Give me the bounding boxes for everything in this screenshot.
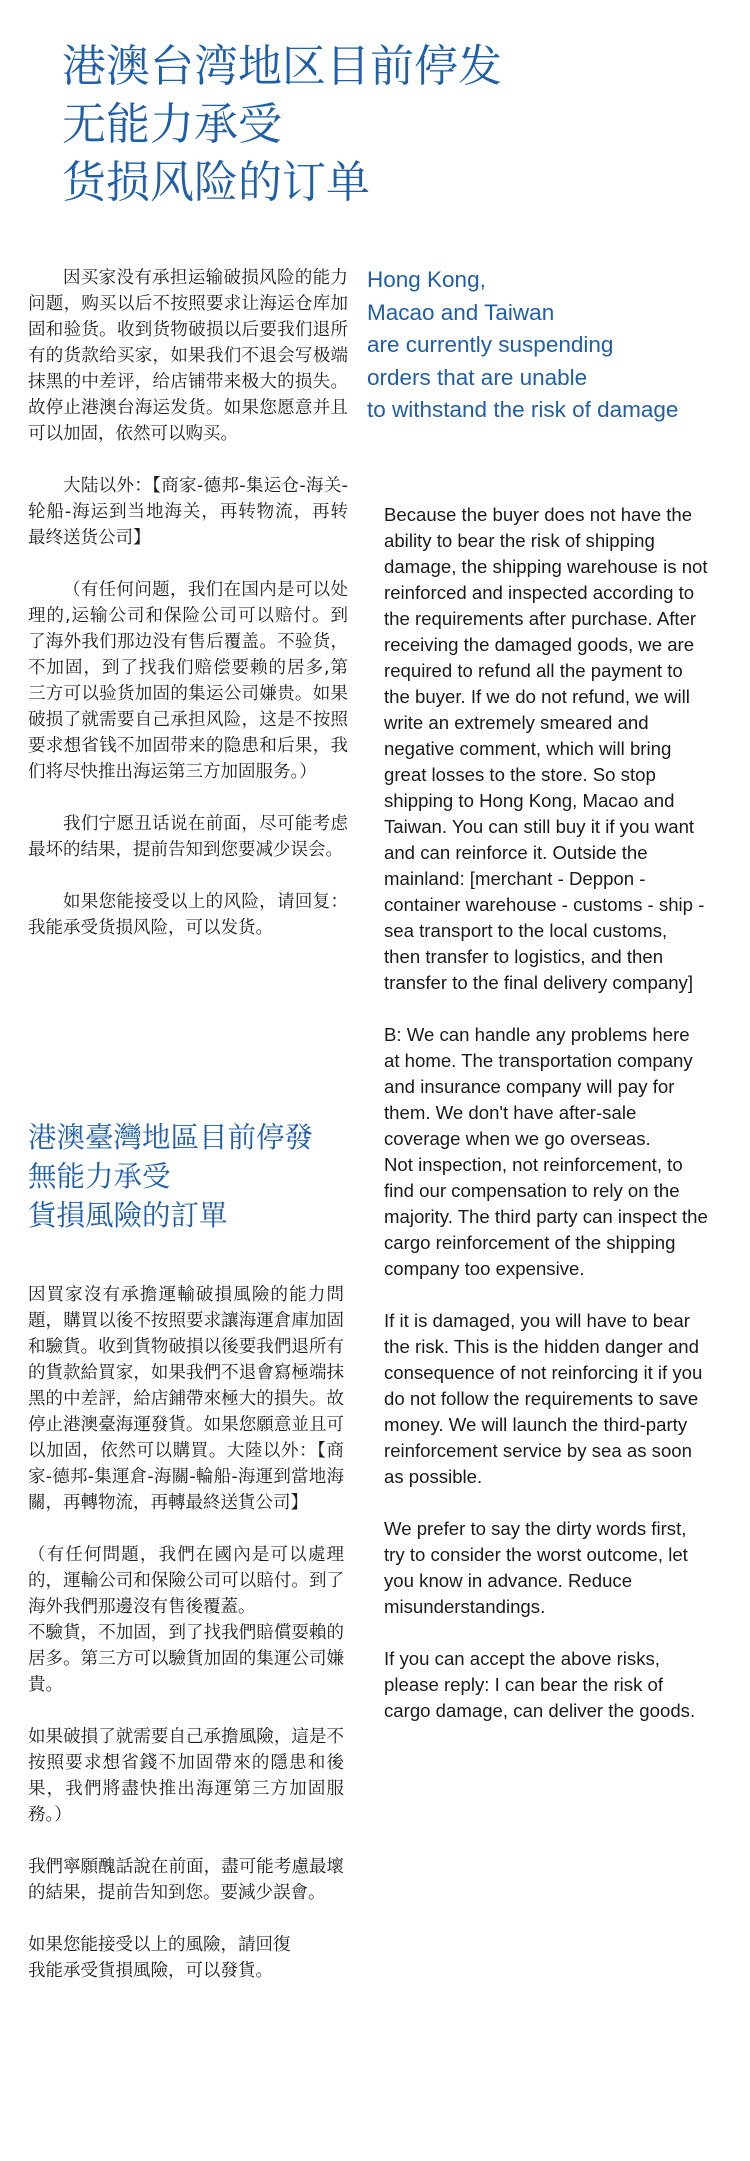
simplified-chinese-notice xyxy=(28,265,348,941)
notice-paragraph: If it is damaged, you will have to bear the risk. This is the hidden danger and consequence of not reinforcing it if you do not follow the requirements to save money. We will launch the third-party reinforcement service by sea as soon as possible. xyxy=(384,1310,703,1487)
notice-paragraph: （有任何问题，我们在国内是可以处理的,运输公司和保险公司可以赔付。到了海外我们那边没有售后覆盖。不验货，不加固，到了找我们赔偿要赖的居多,第三方可以验货加固的集运公司嫌贵。如果破损了就需要自己承担风险，这是不按照要求想省钱不加固带来的隐患和后果，我们将尽快推出海运第三方加固服务。） xyxy=(28,580,348,782)
notice-paragraph: 因買家沒有承擔運輸破損風險的能力問題，購買以後不按照要求讓海運倉庫加固和驗貨。收到貨物破損以後要我們退所有的貨款給買家，如果我們不退會寫極端抹黑的中差評，給店鋪帶來極大的損失。故停止港澳臺海運發貨。如果您願意並且可以加固，依然可以購買。大陸以外：【商家-德邦-集運倉-海關-輪船-海運到當地海關，再轉物流，再轉最終送貨公司】 xyxy=(28,1285,344,1513)
reply-instruction: 我能承受貨損風險，可以發貨。 xyxy=(28,1961,273,1981)
notice-paragraph: B: We can handle any problems here at home. The transportation company and insurance company will pay for them. We don't have after-sale coverage when we go overseas. xyxy=(384,1024,693,1149)
english-title-line: are currently suspending xyxy=(367,332,614,357)
notice-paragraph: 我們寧願醜話說在前面，盡可能考慮最壞的結果，提前告知到您。要減少誤會。 xyxy=(28,1857,344,1903)
notice-paragraph: Because the buyer does not have the ability to bear the risk of shipping damage, the shipping warehouse is not reinforced and inspected according to the requirements after purchase. After receiving the damaged goods, we are required to refund all the payment to the buyer. If we do not refund, we will write an extremely smeared and negative comment, which will bring great losses to the store. So stop shipping to Hong Kong, Macao and Taiwan. You can still buy it if you want and can reinforce it. Outside the mainland: [merchant - Deppon - container warehouse - customs - ship - sea transport to the local customs, then transfer to logistics, and then transfer to the final delivery company] xyxy=(384,504,708,993)
english-title-line: Macao and Taiwan xyxy=(367,299,555,325)
notice-paragraph: We prefer to say the dirty words first, try to consider the worst outcome, let you know in advance. Reduce misunderstandings. xyxy=(384,1518,688,1617)
english-notice xyxy=(384,502,708,1750)
notice-paragraph: 因买家没有承担运输破损风险的能力问题，购买以后不按照要求让海运仓库加固和验货。收到货物破损以后要我们退所有的货款给买家，如果我们不退会写极端抹黑的中差评，给店铺带来极大的损失。故停止港澳台海运发货。如果您愿意并且可以加固，依然可以购买。 xyxy=(28,268,348,444)
traditional-title-line: 港澳臺灣地區目前停發 xyxy=(28,1121,314,1154)
traditional-chinese-notice xyxy=(28,1282,344,1984)
shipping-route-paragraph: 大陆以外：【商家-德邦-集运仓-海关-轮船-海运到当地海关，再转物流，再转最终送货公司】 xyxy=(28,476,348,548)
page-title-line: 货损风险的订单 xyxy=(62,157,370,208)
english-title-line: Hong Kong, xyxy=(367,267,486,292)
english-title-line: to withstand the risk of damage xyxy=(367,397,679,422)
english-title-line: orders that are unable xyxy=(367,364,588,390)
notice-paragraph: （有任何問題，我們在國內是可以處理的，運輸公司和保險公司可以賠付。到了海外我們那邊沒有售後覆蓋。 xyxy=(28,1545,344,1617)
reply-instruction: 如果您能接受以上的风险，请回复：我能承受货损风险，可以发货。 xyxy=(28,892,348,938)
page-title-line: 港澳台湾地区目前停发 xyxy=(62,41,502,92)
traditional-title-line: 貨損風險的訂單 xyxy=(28,1199,228,1232)
page-title xyxy=(62,38,702,212)
notice-paragraph: 如果破損了就需要自己承擔風險，這是不按照要求想省錢不加固帶來的隱患和後果，我們將盡快推出海運第三方加固服務。） xyxy=(28,1727,344,1825)
traditional-title-line: 無能力承受 xyxy=(28,1160,171,1193)
traditional-chinese-title xyxy=(28,1118,368,1235)
reply-instruction: 如果您能接受以上的風險，請回復 xyxy=(28,1935,291,1955)
english-title xyxy=(367,264,747,427)
notice-paragraph: 我们宁愿丑话说在前面，尽可能考虑最坏的结果，提前告知到您要减少误会。 xyxy=(28,814,348,860)
notice-paragraph: Not inspection, not reinforcement, to find our compensation to rely on the majority. The third party can inspect the cargo reinforcement of the shipping company too expensive. xyxy=(384,1154,708,1279)
notice-paragraph: 不驗貨，不加固，到了找我們賠償耍賴的居多。第三方可以驗貨加固的集運公司嫌貴。 xyxy=(28,1623,344,1695)
page-title-line: 无能力承受 xyxy=(62,99,282,150)
reply-instruction: If you can accept the above risks, please reply: I can bear the risk of cargo damage, can deliver the goods. xyxy=(384,1648,696,1721)
